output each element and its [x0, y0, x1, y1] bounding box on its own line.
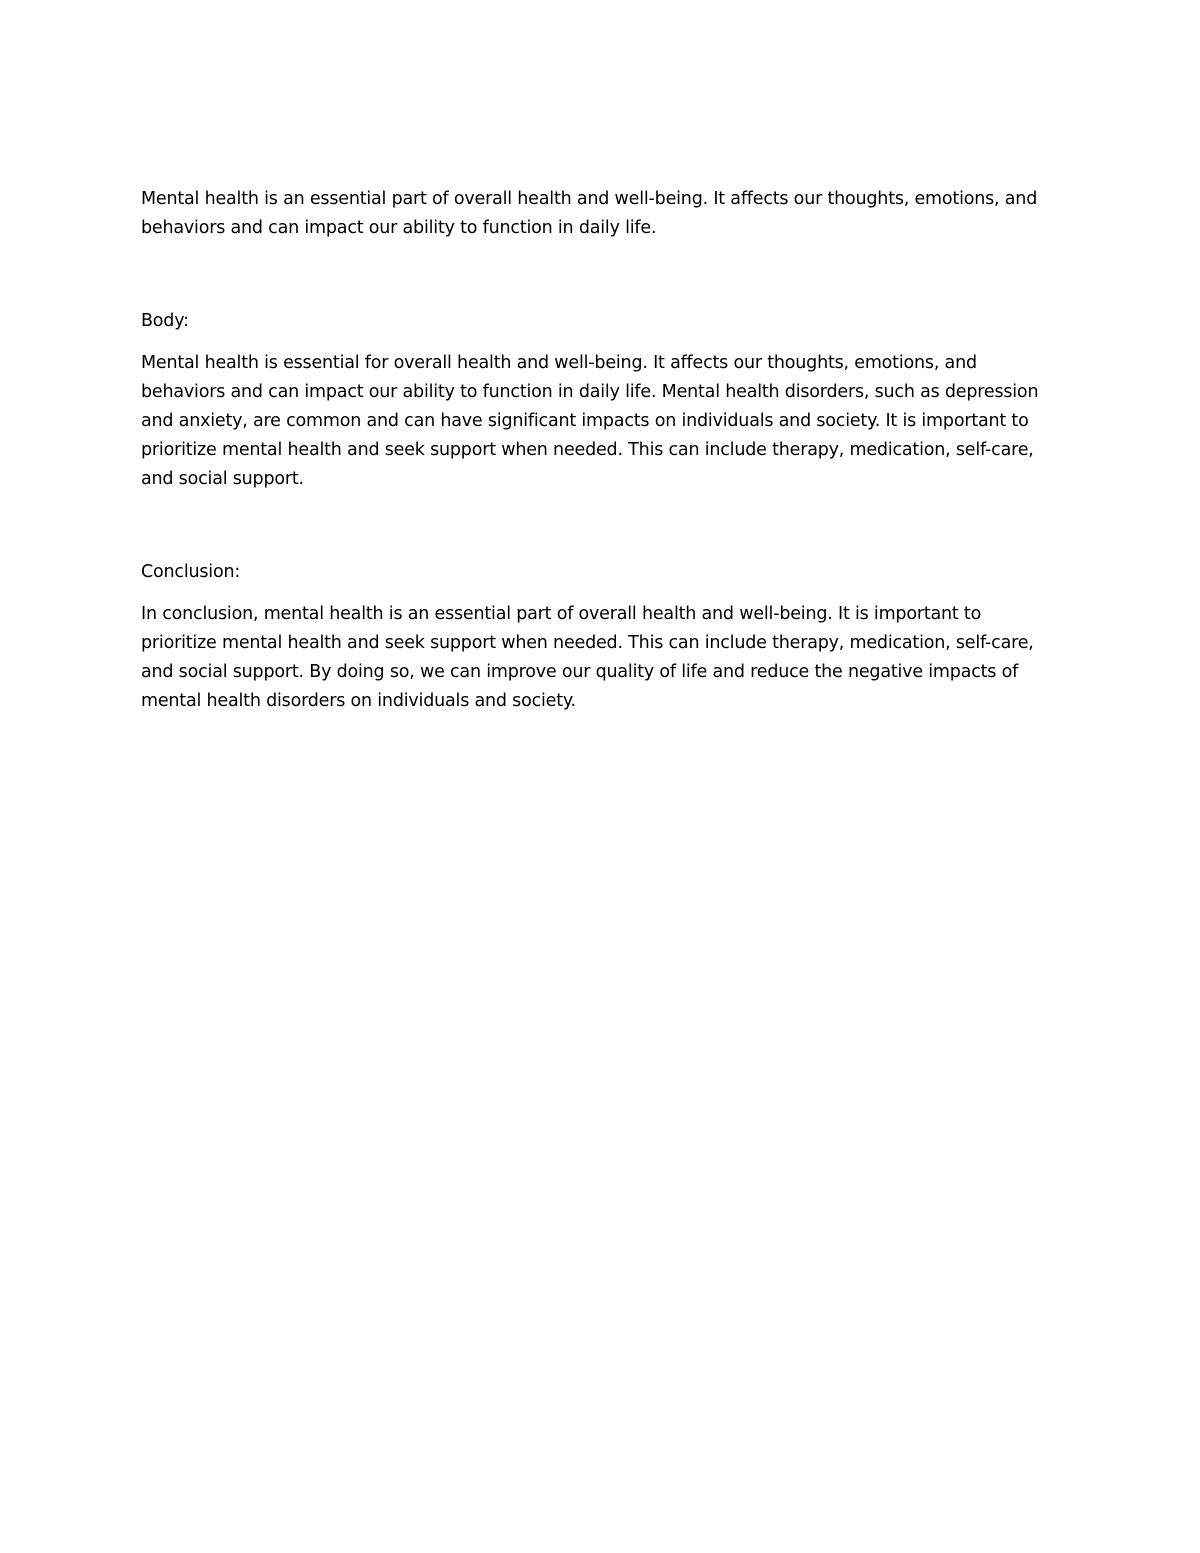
- document-content: [141, 185, 1061, 716]
- intro-paragraph: Mental health is an essential part of overall health and well-being. It affects our thoughts, emotions, and behaviors and can impact our ability to function in daily life.: [141, 189, 1038, 238]
- conclusion-paragraph: In conclusion, mental health is an essential part of overall health and well-being. It is important to prioritize mental health and seek support when needed. This can include therapy, medication, self-care, and social support. By doing so, we can improve our quality of life and reduce the negative impacts of mental health disorders on individuals and society.: [141, 604, 1034, 711]
- body-paragraph: Mental health is essential for overall health and well-being. It affects our thoughts, emotions, and behaviors and can impact our ability to function in daily life. Mental health disorders, such as depression and anxiety, are common and can have significant impacts on individuals and society. It is important to prioritize mental health and seek support when needed. This can include therapy, medication, self-care, and social support.: [141, 353, 1039, 489]
- body-heading: Body:: [141, 311, 189, 331]
- conclusion-heading: Conclusion:: [141, 562, 241, 582]
